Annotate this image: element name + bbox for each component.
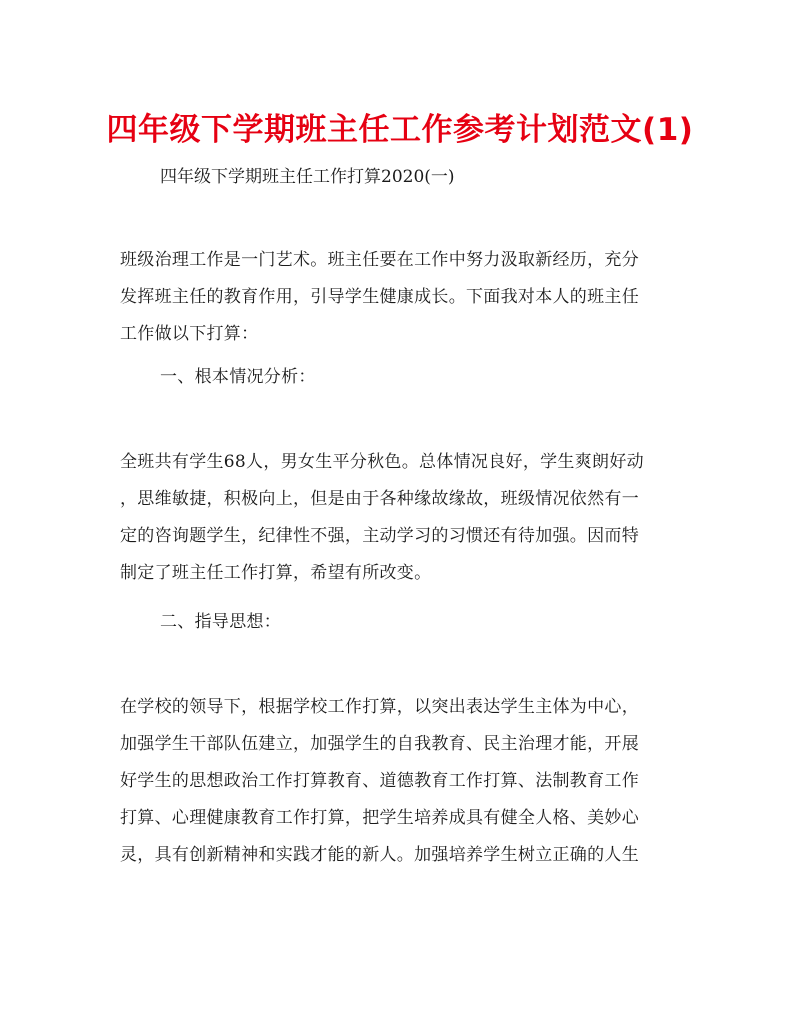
paragraph-line: 好学生的思想政治工作打算教育、道德教育工作打算、法制教育工作 [120, 771, 639, 791]
paragraph-line: 工作做以下打算： [120, 324, 259, 344]
paragraph-line: 灵，具有创新精神和实践才能的新人。加强培养学生树立正确的人生 [120, 845, 639, 865]
section-heading: 二、指导思想： [160, 612, 282, 632]
paragraph-line: 全班共有学生68人，男女生平分秋色。总体情况良好，学生爽朗好动 [120, 452, 644, 472]
paragraph-line: 打算、心理健康教育工作打算，把学生培养成具有健全人格、美妙心 [120, 808, 639, 828]
section-heading: 一、根本情况分析： [160, 367, 316, 387]
paragraph-line: 在学校的领导下，根据学校工作打算，以突出表达学生主体为中心， [120, 697, 639, 717]
paragraph-line: ，思维敏捷，积极向上，但是由于各种缘故缘故，班级情况依然有一 [120, 489, 639, 509]
paragraph-line: 加强学生干部队伍建立，加强学生的自我教育、民主治理才能，开展 [120, 734, 639, 754]
paragraph-line: 定的咨询题学生，纪律性不强，主动学习的习惯还有待加强。因而特 [120, 526, 639, 546]
paragraph-line: 发挥班主任的教育作用，引导学生健康成长。下面我对本人的班主任 [120, 287, 639, 307]
document-title: 四年级下学期班主任工作参考计划范文(1) [106, 112, 694, 148]
paragraph-line: 班级治理工作是一门艺术。班主任要在工作中努力汲取新经历，充分 [120, 250, 639, 270]
document-subtitle: 四年级下学期班主任工作打算2020(一) [160, 167, 455, 187]
paragraph-line: 制定了班主任工作打算，希望有所改变。 [120, 563, 432, 583]
